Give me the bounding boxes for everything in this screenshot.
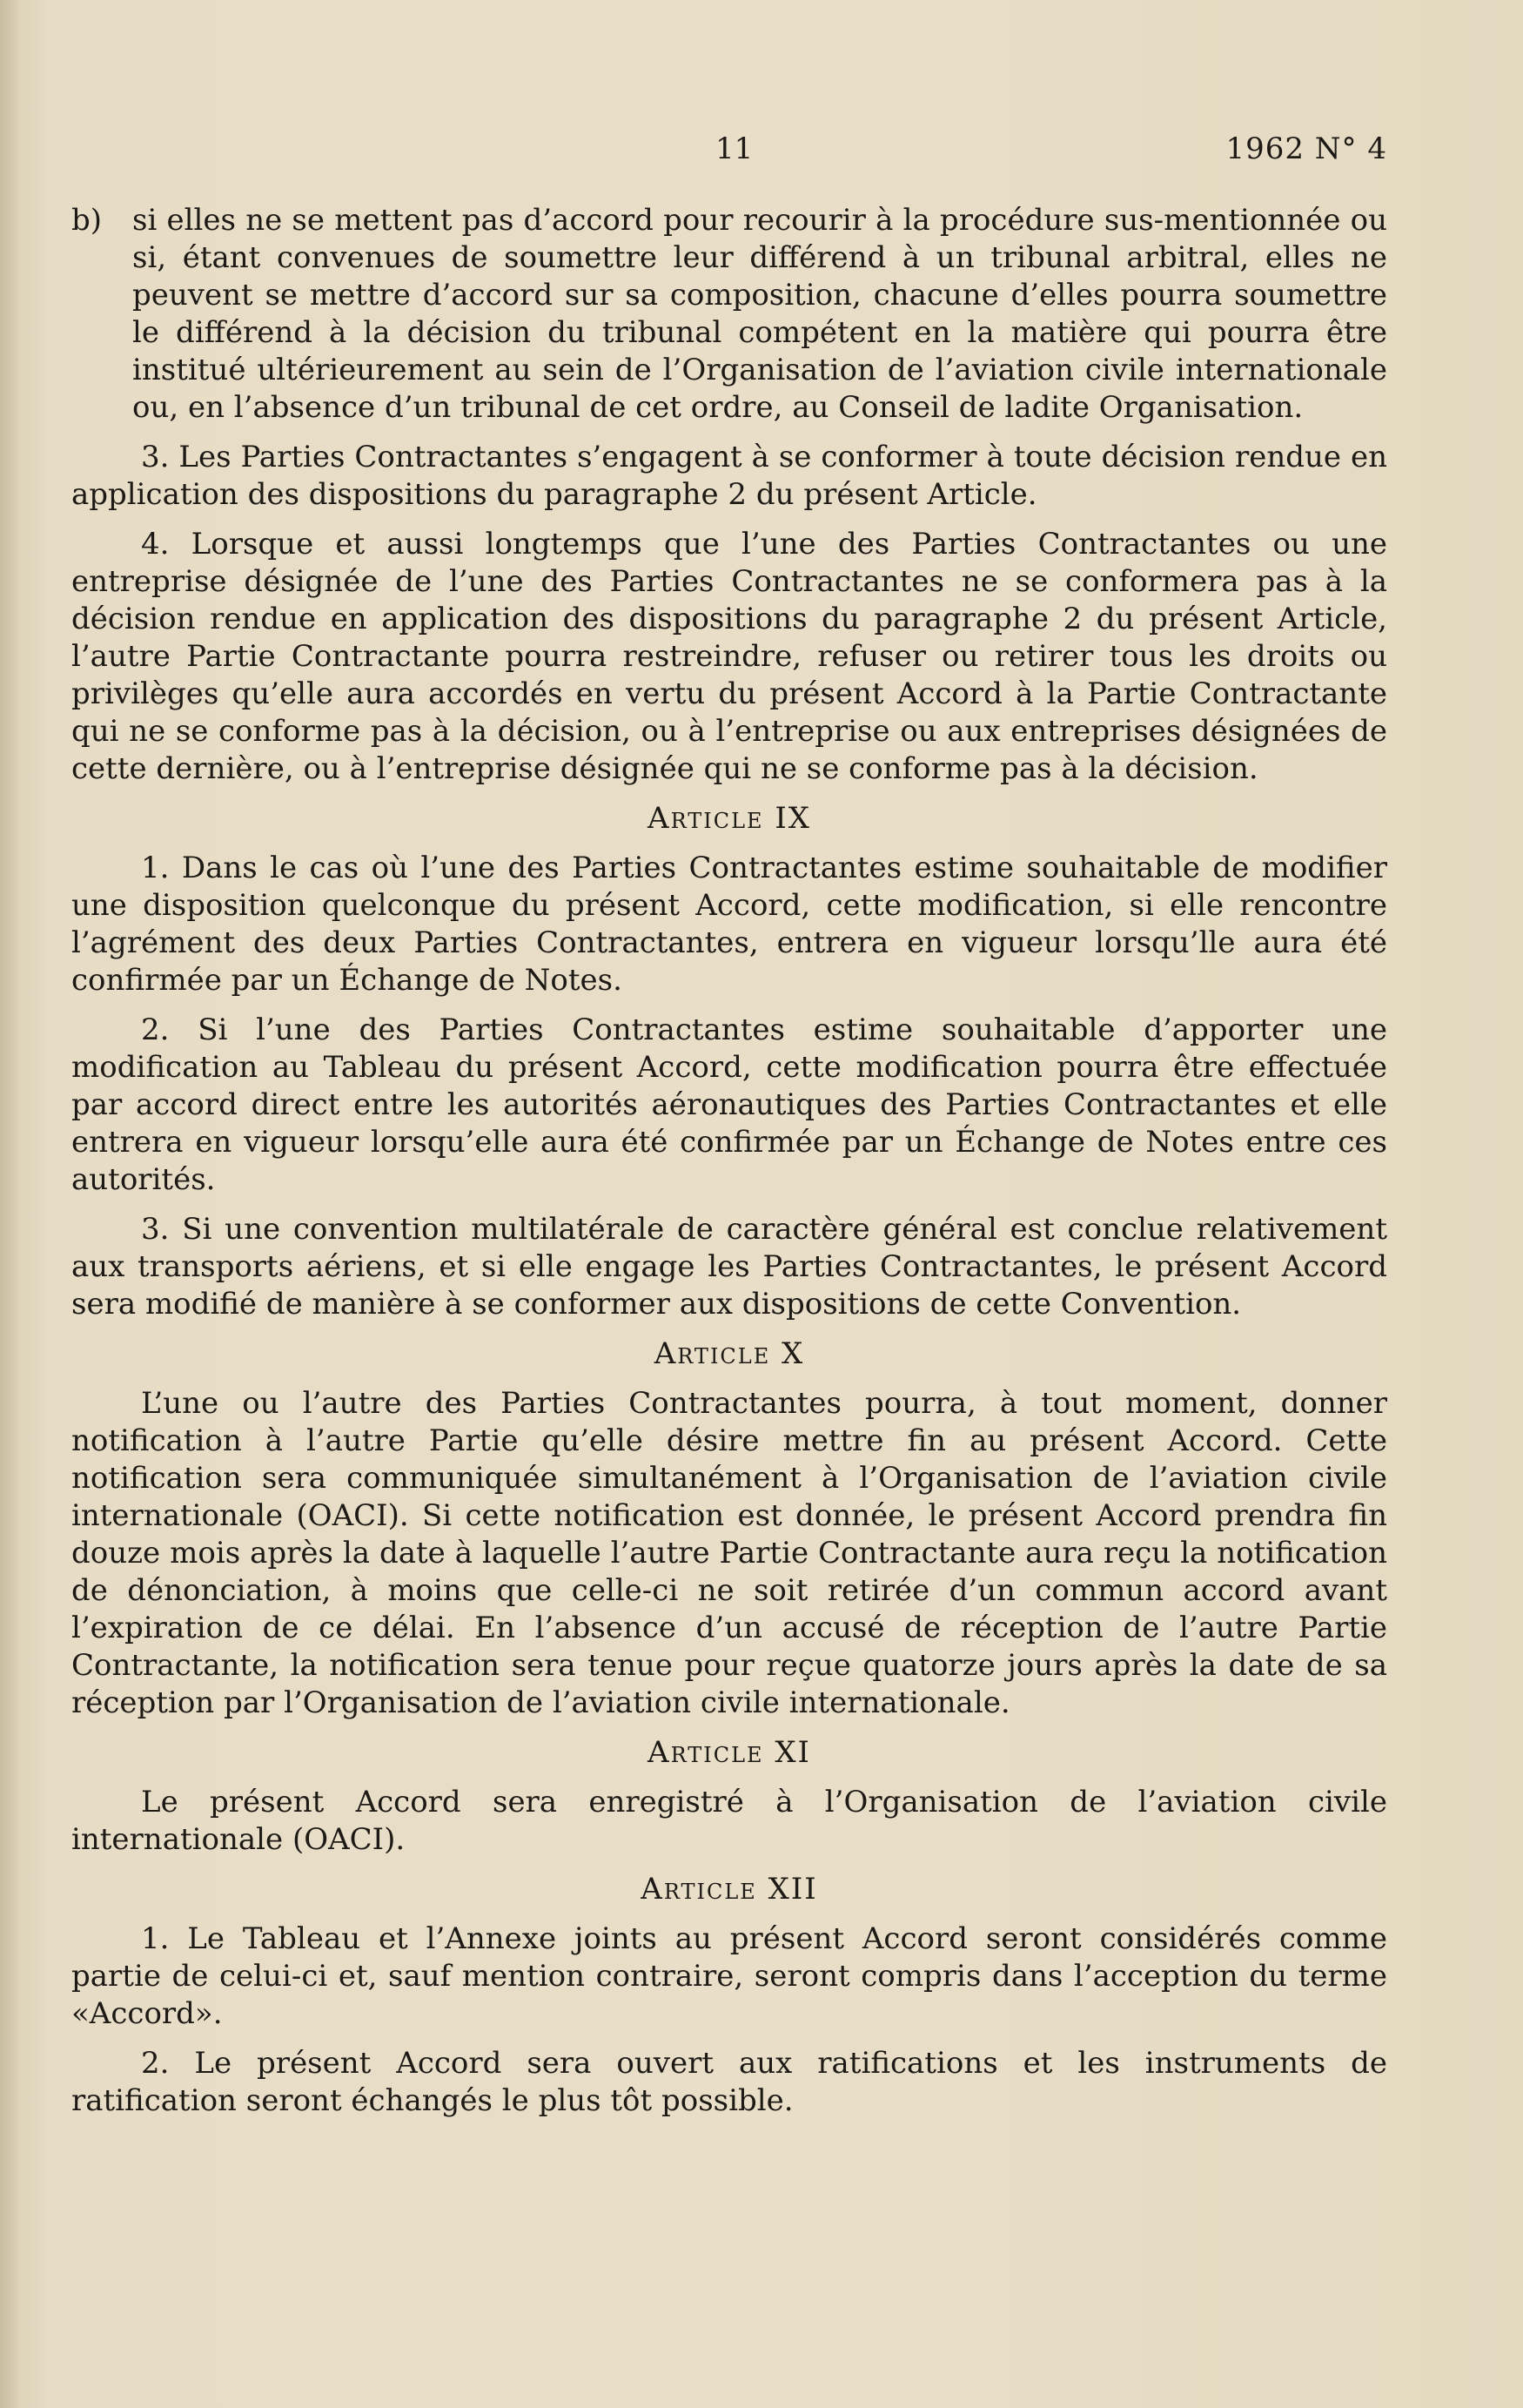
page-number: 11 [715, 131, 754, 166]
article-xii-heading: Article XII [641, 1872, 818, 1907]
page-content [71, 131, 1387, 2132]
article-xi-paragraph-1: Le présent Accord sera enregistré à l’Organisation de l’aviation civile internationale (OACI). [71, 1785, 1387, 1857]
issue-number: 1962 N° 4 [1225, 131, 1387, 166]
article-ix-paragraph-1: 1. Dans le cas où l’une des Parties Contractantes estime souhaitable de modifier une disposition quelconque du présent Accord, cette modification, si elle rencontre l’agrément des deux Parties Contractantes, entrera en vigueur lorsqu’lle aura été confirmée par un Échange de Notes. [71, 851, 1387, 998]
article-x-paragraph-1: L’une ou l’autre des Parties Contractantes pourra, à tout moment, donner notification à l’autre Partie qu’elle désire mettre fin au présent Accord. Cette notification sera communiquée simultanément à l’Organisation de l’aviation civile internationale (OACI). Si cette notification est donnée, le présent Accord prendra fin douze mois après la date à laquelle l’autre Partie Contractante aura reçu la notification de dénonciation, à moins que celle-ci ne soit retirée d’un commun accord avant l’expiration de ce délai. En l’absence d’un accusé de réception de l’autre Partie Contractante, la notification sera tenue pour reçue quatorze jours après la date de sa réception par l’Organisation de l’aviation civile internationale. [71, 1386, 1387, 1720]
article-ix-heading: Article IX [647, 801, 811, 836]
article-xii-paragraph-1: 1. Le Tableau et l’Annexe joints au présent Accord seront considérés comme partie de celui-ci et, sauf mention contraire, seront compris dans l’acception du terme «Accord». [71, 1921, 1387, 2031]
article-ix-paragraph-2: 2. Si l’une des Parties Contractantes estime souhaitable d’apporter une modification au Tableau du présent Accord, cette modification pourra être effectuée par accord direct entre les autorités aéronautiques des Parties Contractantes et elle entrera en vigueur lorsqu’elle aura été confirmée par un Échange de Notes entre ces autorités. [71, 1012, 1387, 1197]
list-item-label: b) [71, 203, 103, 238]
running-header [71, 131, 1387, 183]
paragraph-3: 3. Les Parties Contractantes s’engagent à se conformer à toute décision rendue en application des dispositions du paragraphe 2 du présent Article. [71, 440, 1387, 512]
list-item-text: si elles ne se mettent pas d’accord pour recourir à la procédure sus-mentionnée ou si, étant convenues de soumettre leur différend à un tribunal arbitral, elles ne peuvent se mettre d’accord sur sa composition, chacune d’elles pourra soumettre le différend à la décision du tribunal compétent en la matière qui pourra être institué ultérieurement au sein de l’Organisation de l’aviation civile internationale ou, en l’absence d’un tribunal de cet ordre, au Conseil de ladite Organisation. [132, 203, 1387, 425]
article-x-heading: Article X [654, 1336, 805, 1371]
article-ix-paragraph-3: 3. Si une convention multilatérale de caractère général est conclue relativement aux transports aériens, et si elle engage les Parties Contractantes, le présent Accord sera modifié de manière à se conformer aux dispositions de cette Convention. [71, 1212, 1387, 1322]
list-item-b [0, 202, 1387, 427]
article-xi-heading: Article XI [647, 1735, 811, 1770]
article-xii-paragraph-2: 2. Le présent Accord sera ouvert aux ratifications et les instruments de ratification seront échangés le plus tôt possible. [71, 2046, 1387, 2118]
paragraph-4: 4. Lorsque et aussi longtemps que l’une des Parties Contractantes ou une entreprise désignée de l’une des Parties Contractantes ne se conformera pas à la décision rendue en application des dispositions du paragraphe 2 du présent Article, l’autre Partie Contractante pourra restreindre, refuser ou retirer tous les droits ou privilèges qu’elle aura accordés en vertu du présent Accord à la Partie Contractante qui ne se conforme pas à la décision, ou à l’entreprise ou aux entreprises désignées de cette dernière, ou à l’entreprise désignée qui ne se conforme pas à la décision. [71, 527, 1387, 786]
